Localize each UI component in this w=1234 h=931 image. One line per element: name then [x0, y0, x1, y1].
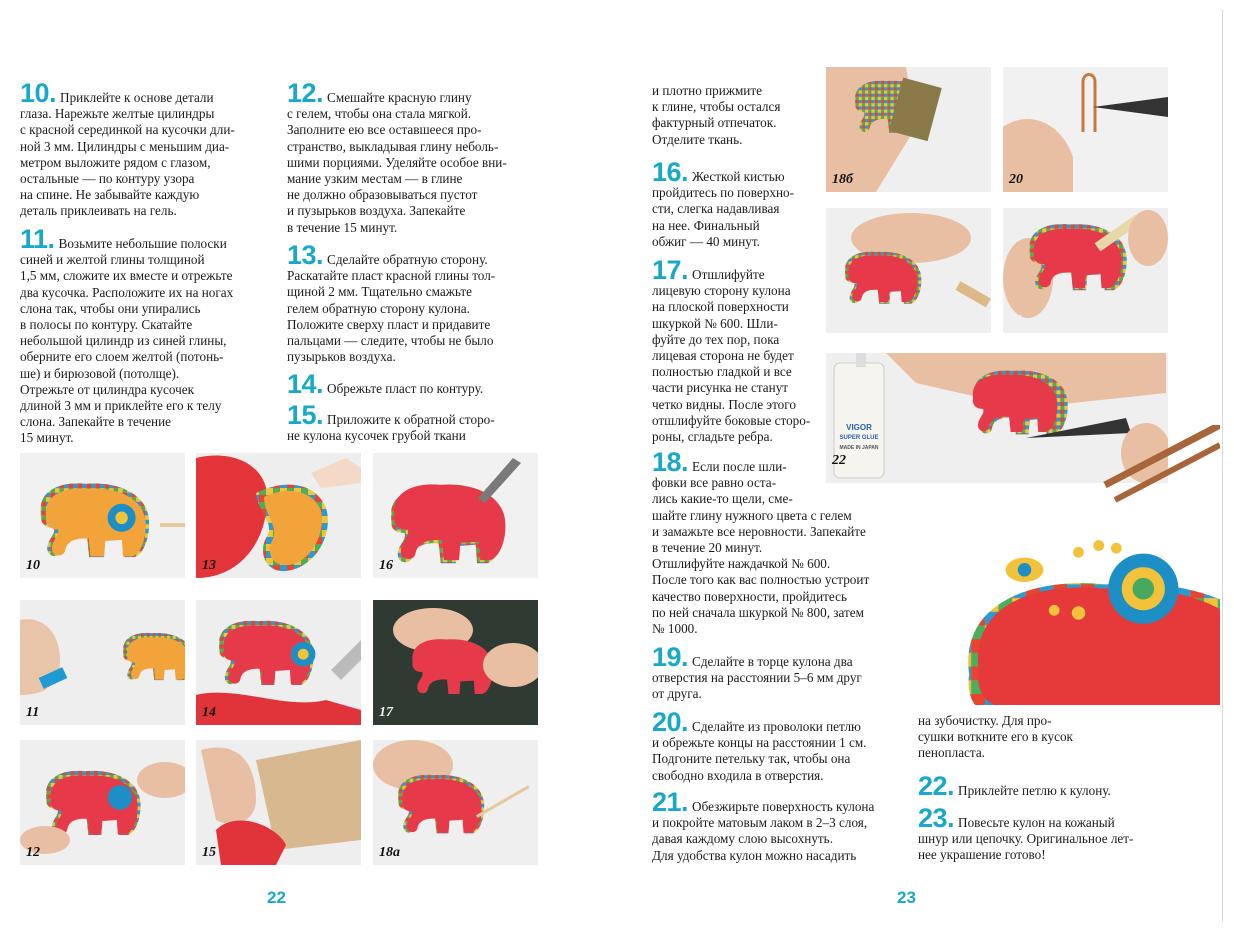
photo-step-15 [196, 740, 361, 865]
step-text: с красной серединкой на кусочки дли- [20, 122, 235, 138]
step-text: Возьмите небольшие полоски [58, 236, 227, 251]
step-text: Сделайте обратную сторону. [327, 252, 488, 267]
step-text-line [20, 268, 233, 284]
step-text: пройдитесь по поверхно- [652, 185, 795, 201]
photo-label: 16 [379, 558, 393, 573]
step-text-line [20, 349, 233, 365]
step-text: слона. Запекайте в течение [20, 414, 172, 430]
step-text: Обрежьте пласт по контуру. [327, 381, 484, 396]
step-text: Смешайте красную глину [327, 90, 472, 105]
step-text: в течение 15 минут. [287, 219, 398, 235]
step-text-line [20, 398, 233, 414]
step-text-line [20, 203, 235, 219]
step-number: 22. [918, 771, 955, 801]
instruction-step [287, 400, 495, 444]
step-text-line [652, 642, 862, 672]
step-text: роны, сгладьте ребра. [652, 429, 773, 445]
step-text: Приклейте к основе детали [60, 90, 214, 105]
step-number: 16. [652, 157, 689, 187]
step-text-line [652, 751, 866, 767]
step-text: После того как вас полностью устроит [652, 572, 870, 588]
step-text-line [652, 605, 869, 621]
step-text: с гелем, чтобы она стала мягкой. [287, 106, 472, 122]
step-text: на спине. Не забывайте каждую [20, 187, 200, 203]
step-text: на нее. Финальный [652, 217, 760, 233]
photo-step-12 [20, 740, 185, 865]
glue-brand: VIGOR [846, 423, 872, 432]
step-text-line [20, 171, 235, 187]
photo-label: 20 [1009, 172, 1023, 187]
step-text-line [652, 787, 875, 817]
step-text-line [652, 255, 810, 285]
step-text-line [287, 220, 507, 236]
step-text-line [652, 556, 869, 572]
step-text-line [287, 171, 507, 187]
step-text: длиной 3 мм и приклейте его к телу [20, 398, 222, 414]
step-text: Отшлифуйте наждачкой № 600. [652, 556, 831, 572]
photo-label: 15 [202, 845, 216, 860]
instruction-step [652, 707, 867, 784]
glue-origin: MADE IN JAPAN [839, 445, 879, 451]
step-text: гелем обратную сторону кулона. [287, 300, 470, 316]
step-text: четко видны. После этого [652, 396, 796, 412]
step-text: метром выложите рядом с глазом, [20, 154, 211, 170]
instruction-step [20, 78, 235, 220]
instruction-step [287, 240, 496, 365]
step-text-line [918, 831, 1133, 847]
step-text-line [20, 252, 233, 268]
step-text: Отрежьте от цилиндра кусочек [20, 381, 194, 397]
step-text-line [652, 201, 794, 217]
page-number-left: 22 [267, 888, 286, 907]
step-text-line [20, 430, 233, 446]
photo-label: 11 [26, 705, 40, 720]
step-text: пальцами — следите, чтобы не было [287, 333, 494, 349]
step-number: 14. [287, 369, 324, 399]
step-text-line [20, 382, 233, 398]
step-text-line [652, 218, 794, 234]
glue-type: SUPER GLUE [839, 435, 879, 441]
step-text-line [287, 203, 507, 219]
step-text: лись какие-то щели, сме- [652, 491, 793, 507]
step-text-line [287, 317, 495, 333]
step-text-line [287, 106, 507, 122]
step-text-line [287, 369, 484, 399]
step-text: Заполните ею все оставшееся про- [287, 122, 482, 138]
step-text: ной 3 мм. Цилиндры с меньшим диа- [20, 138, 230, 154]
step-text: по ней сначала шкуркой № 800, затем [652, 604, 864, 620]
step-text: и обрежьте концы на расстоянии 1 см. [652, 735, 867, 751]
step-text: Подгоните петельку так, чтобы она [652, 751, 851, 767]
step-text-line [652, 848, 874, 864]
step-text-line [652, 768, 866, 784]
step-text-line [652, 589, 869, 605]
step-text: Для удобства кулон можно насадить [652, 847, 857, 863]
step-text-line [652, 413, 810, 429]
step-text: Жесткой кистью [692, 169, 785, 184]
step-text: шкуркой № 600. Шли- [652, 315, 778, 331]
step-text-line [287, 187, 507, 203]
step-text: ше) и бирюзовой (потолще). [20, 365, 180, 381]
step-number: 18. [652, 447, 689, 477]
step-number: 17. [652, 255, 689, 285]
photo-step-10 [20, 453, 185, 578]
finished-pendant-photo [930, 425, 1220, 705]
photo-step-11 [20, 600, 185, 725]
step-text-line [652, 99, 780, 115]
step-number: 21. [652, 787, 689, 817]
step-text-line [20, 139, 235, 155]
instruction-step [652, 787, 875, 864]
step-text-line [287, 428, 495, 444]
photo-label: 19 [832, 313, 846, 328]
step-text: № 1000. [652, 621, 698, 637]
step-number: 19. [652, 642, 689, 672]
step-text: и пузырьков воздуха. Запекайте [287, 203, 466, 219]
step-text-line [652, 508, 869, 524]
step-text: от друга. [652, 686, 702, 702]
step-text: не кулона кусочек грубой ткани [287, 428, 466, 444]
step-text-line [652, 572, 869, 588]
step-text: Отделите ткань. [652, 131, 743, 147]
step-text: полностью гладкой и все [652, 364, 792, 380]
step-text-line [652, 364, 810, 380]
step-text: отверстия на расстоянии 5–6 мм друг [652, 670, 862, 686]
step-text-line [652, 348, 810, 364]
step-text: шнур или цепочку. Оригинальное лет- [918, 831, 1134, 847]
step-text-line [652, 707, 866, 737]
step-text-line [652, 316, 810, 332]
step-text-line [652, 540, 869, 556]
step-text: фуйте до тех пор, пока [652, 331, 780, 347]
photo-step-18a [373, 740, 538, 865]
step-text-line [652, 283, 810, 299]
glue-bottle-label [834, 423, 884, 453]
instruction-step [652, 255, 811, 445]
instruction-step [287, 369, 484, 399]
step-number: 10. [20, 78, 57, 108]
step-text: шими порциями. Уделяйте особое вни- [287, 154, 507, 170]
photo-label: 14 [202, 705, 216, 720]
step-text: Сделайте из проволоки петлю [692, 719, 861, 734]
step-text: шайте глину нужного цвета с гелем [652, 507, 852, 523]
step-text-line [652, 735, 866, 751]
step-text-line [652, 234, 794, 250]
step-text: Приложите к обратной сторо- [327, 412, 495, 427]
step-text-line [287, 349, 495, 365]
step-text-line [652, 332, 810, 348]
photo-step-13 [196, 453, 361, 578]
step-text: Повесьте кулон на кожаный [958, 815, 1115, 830]
step-text: слона так, чтобы они упирались [20, 300, 201, 316]
instruction-step [652, 83, 780, 148]
photo-step-20 [1003, 67, 1168, 192]
step-text: отшлифуйте боковые сторо- [652, 412, 811, 428]
step-number: 20. [652, 707, 689, 737]
step-text-line [20, 317, 233, 333]
photo-step-14 [196, 600, 361, 725]
step-text: на плоской поверхности [652, 299, 789, 315]
step-text-line [287, 155, 507, 171]
step-text-line [20, 187, 235, 203]
step-text: мание узким местам — в глине [287, 171, 463, 187]
step-text: сушки воткните его в кусок [918, 729, 1073, 745]
step-text-line [20, 285, 233, 301]
step-text: на зубочистку. Для про- [918, 713, 1052, 728]
instruction-step [20, 224, 234, 447]
step-text-line [652, 299, 810, 315]
step-text-line [918, 803, 1133, 833]
photo-label: 18б [832, 172, 853, 187]
step-text-line [287, 122, 507, 138]
step-text: глаза. Нарежьте желтые цилиндры [20, 106, 215, 122]
step-text-line [918, 713, 1073, 729]
step-text-line [287, 301, 495, 317]
step-number: 15. [287, 400, 324, 430]
step-text-line [287, 284, 495, 300]
step-text: не должно образовываться пустот [287, 187, 478, 203]
photo-label: 17 [379, 705, 393, 720]
step-text: пузырьков воздуха. [287, 349, 396, 365]
step-text: оберните его слоем желтой (потонь- [20, 349, 224, 365]
step-text: обжиг — 40 минут. [652, 233, 760, 249]
photo-step-21 [1003, 208, 1168, 333]
step-text: небольшой цилиндр из синей глины, [20, 333, 227, 349]
instruction-step [652, 642, 862, 703]
step-text: деталь приклеивать на гель. [20, 203, 177, 219]
step-text: в полосы по контуру. Скатайте [20, 317, 193, 333]
step-text: к глине, чтобы остался [652, 99, 781, 115]
step-text-line [652, 185, 794, 201]
step-text-line [918, 729, 1073, 745]
step-text-line [652, 83, 780, 99]
step-text: Приклейте петлю к кулону. [958, 783, 1111, 798]
step-text-line [20, 301, 233, 317]
photo-label: 21 [1009, 313, 1023, 328]
step-text: 1,5 мм, сложите их вместе и отрежьте [20, 268, 233, 284]
step-text-line [918, 847, 1133, 863]
step-text: два кусочка. Расположите их на ногах [20, 284, 234, 300]
step-text-line [20, 106, 235, 122]
step-text: Раскатайте пласт красной глины тол- [287, 268, 496, 284]
step-text-line [652, 524, 869, 540]
step-text: нее украшение готово! [918, 847, 1046, 863]
step-text-line [287, 333, 495, 349]
step-text-line [652, 815, 874, 831]
step-text: свободно входила в отверстия. [652, 767, 824, 783]
step-text-line [20, 155, 235, 171]
photo-step-17 [373, 600, 538, 725]
photo-label: 18а [379, 845, 400, 860]
step-text: качество поверхности, пройдитесь [652, 588, 847, 604]
step-text-line [20, 366, 233, 382]
photo-step-19 [826, 208, 991, 333]
step-text-line [918, 771, 1111, 801]
instruction-step [918, 803, 1134, 864]
step-text-line [287, 400, 495, 430]
step-text-line [652, 670, 862, 686]
step-text: и плотно прижмите [652, 83, 762, 98]
step-text: лицевую сторону кулона [652, 283, 791, 299]
photo-step-16 [373, 453, 538, 578]
step-text: фактурный отпечаток. [652, 115, 777, 131]
photo-step-18b [826, 67, 991, 192]
step-number: 11. [20, 224, 55, 254]
step-text-line [287, 139, 507, 155]
step-text: давая каждому слою высохнуть. [652, 831, 833, 847]
step-text: Обезжирьте поверхность кулона [692, 799, 875, 814]
step-text-line [20, 333, 233, 349]
step-text: щиной 2 мм. Тщательно смажьте [287, 284, 472, 300]
step-text: части рисунка не станут [652, 380, 789, 396]
step-text-line [652, 686, 862, 702]
step-text: 15 минут. [20, 430, 74, 446]
step-text-line [652, 831, 874, 847]
step-text-line [652, 132, 780, 148]
step-text: Если после шли- [692, 459, 787, 474]
photo-label: 12 [26, 845, 40, 860]
instruction-step [652, 157, 795, 250]
step-text: фовки все равно оста- [652, 475, 777, 491]
photo-label: 10 [26, 558, 40, 573]
step-text: пенопласта. [918, 745, 985, 761]
step-text: Положите сверху пласт и придавите [287, 316, 491, 332]
step-text: синей и желтой глины толщиной [20, 252, 205, 268]
step-text-line [20, 414, 233, 430]
step-number: 13. [287, 240, 324, 270]
step-text: лицевая сторона не будет [652, 348, 794, 364]
instruction-step [287, 78, 507, 236]
step-text: странство, выкладывая глину неболь- [287, 138, 499, 154]
step-text-line [652, 157, 794, 187]
step-text: и покройте матовым лаком в 2–3 слоя, [652, 815, 868, 831]
step-text: и замажьте все неровности. Запекайте [652, 523, 866, 539]
photo-label: 13 [202, 558, 216, 573]
page-edge-divider [1222, 10, 1223, 922]
step-text-line [20, 122, 235, 138]
instruction-step [918, 771, 1111, 801]
step-text-line [652, 397, 810, 413]
step-text-line [20, 78, 235, 108]
step-text: Отшлифуйте [692, 267, 765, 282]
instruction-step [918, 713, 1073, 762]
photo-label: 22 [832, 453, 846, 468]
step-text-line [652, 491, 869, 507]
step-text: остальные — по контуру узора [20, 171, 195, 187]
step-text-line [652, 115, 780, 131]
step-text-line [652, 429, 810, 445]
step-text-line [20, 224, 233, 254]
step-text-line [287, 78, 507, 108]
step-text-line [652, 621, 869, 637]
step-text: в течение 20 минут. [652, 540, 763, 556]
step-text: сти, слегка надавливая [652, 201, 780, 217]
step-text: Сделайте в торце кулона два [692, 654, 853, 669]
step-number: 12. [287, 78, 324, 108]
step-text-line [287, 240, 495, 270]
step-text-line [287, 268, 495, 284]
step-number: 23. [918, 803, 955, 833]
page-number-right: 23 [897, 888, 916, 907]
step-text-line [652, 380, 810, 396]
step-text-line [918, 745, 1073, 761]
